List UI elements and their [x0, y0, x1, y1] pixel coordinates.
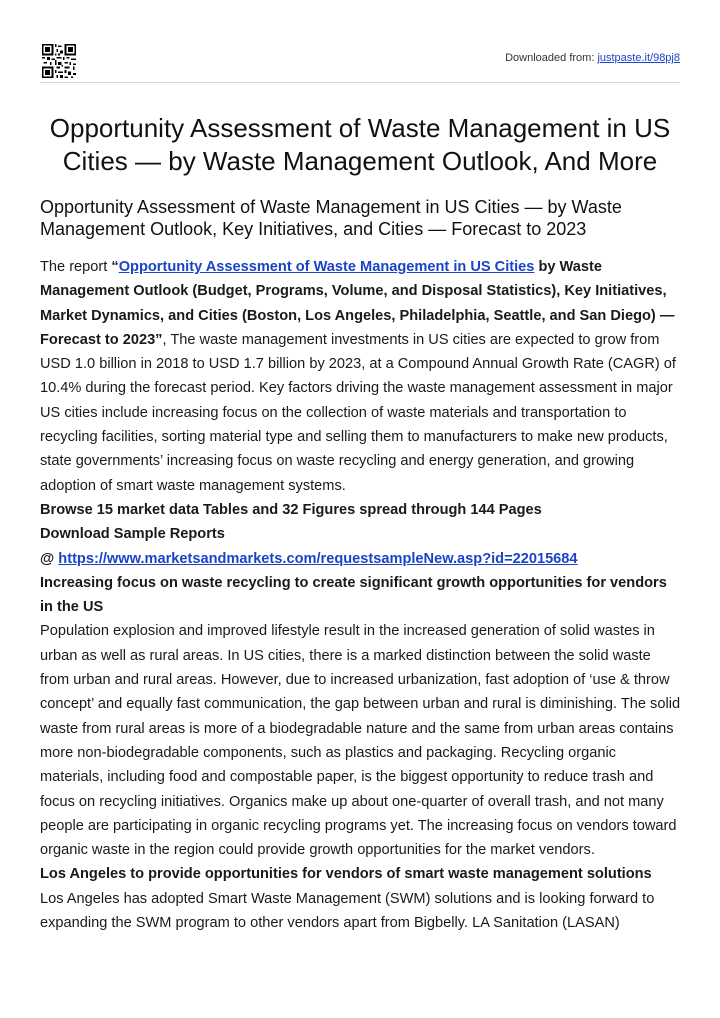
- report-link[interactable]: [119, 259, 535, 275]
- browse-line: Browse 15 market data Tables and 32 Figures spread through 144 Pages: [40, 501, 542, 518]
- download-label: Downloaded from:: [505, 52, 598, 64]
- quote-open: “: [111, 259, 119, 275]
- intro-text: , The waste management investments in US cities are expected to grow from USD 1.0 billion in 2018 to USD 1.7 billion by 2023, at a Compound Annual Growth Rate (CAGR) of 10.4% during the forecast period. Key factors driving the waste management assessment in major US cities include increasing focus on the collection of waste materials and transportation to recycling facilities, sorting material type and selling them to manufacturers to make new products, state governments’ increasing focus on waste recycling and energy generation, and growing adoption of smart waste management systems.: [40, 331, 676, 494]
- sample-report-link[interactable]: [58, 551, 577, 567]
- report-title-bold: by Waste Management Outlook (Budget, Programs, Volume, and Disposal Statistics), Key Initiatives, Market Dynamics, and Cities (Boston, Los Angeles, Philadelphia, Seattle, and San Diego) — Forecast to 2023”: [40, 259, 675, 348]
- download-sample-heading: Download Sample Reports: [40, 526, 225, 543]
- section1-heading: Increasing focus on waste recycling to create significant growth opportunities for vendors in the US: [40, 574, 667, 616]
- download-source: [505, 52, 680, 64]
- article-body: [40, 255, 682, 935]
- report-link-label: Opportunity Assessment of Waste Management in US Cities: [118, 259, 535, 275]
- section2-heading: Los Angeles to provide opportunities for vendors of smart waste management solutions: [40, 866, 652, 883]
- qr-code-icon: [42, 44, 76, 78]
- intro-prefix: The report: [40, 259, 112, 275]
- sample-prefix: @: [40, 550, 59, 567]
- sample-report-link-label: https://www.marketsandmarkets.com/requestsampleNew.asp?id=22015684: [58, 550, 578, 567]
- sample-link-line: [40, 547, 682, 571]
- header-divider: [40, 82, 680, 83]
- page-subtitle: Opportunity Assessment of Waste Management in US Cities — by Waste Management Outlook, Key Initiatives, and Cities — Forecast to 2023: [40, 197, 622, 239]
- section1-paragraph: Population explosion and improved lifestyle result in the increased generation of solid wastes in urban as well as rural areas. In US cities, there is a marked distinction between the solid waste from urban and rural areas. However, due to increased urbanization, fast adoption of ‘use & throw concept’ and equally fast communication, the gap between urban and rural is diminishing. The solid waste from rural areas is more of a biodegradable nature and the same from urban areas contains more non-biodegradable components, such as plastics and packaging. Recycling organic materials, including food and compostable paper, is the biggest opportunity to reduce trash and focus on recycling initiatives. Organics make up about one-quarter of overall trash, and not many people are participating in organic recycling programs yet. The increasing focus on vendors toward organic waste in the region could provide growth opportunities for the market vendors.: [40, 623, 681, 859]
- page-title: Opportunity Assessment of Waste Management in US Cities — by Waste Management Outlook, And More: [49, 113, 671, 176]
- intro-paragraph: [40, 255, 682, 498]
- section2-paragraph: Los Angeles has adopted Smart Waste Management (SWM) solutions and is looking forward to expanding the SWM program to other vendors apart from Bigbelly. LA Sanitation (LASAN): [40, 890, 655, 932]
- download-source-link[interactable]: justpaste.it/98pj8: [597, 52, 680, 64]
